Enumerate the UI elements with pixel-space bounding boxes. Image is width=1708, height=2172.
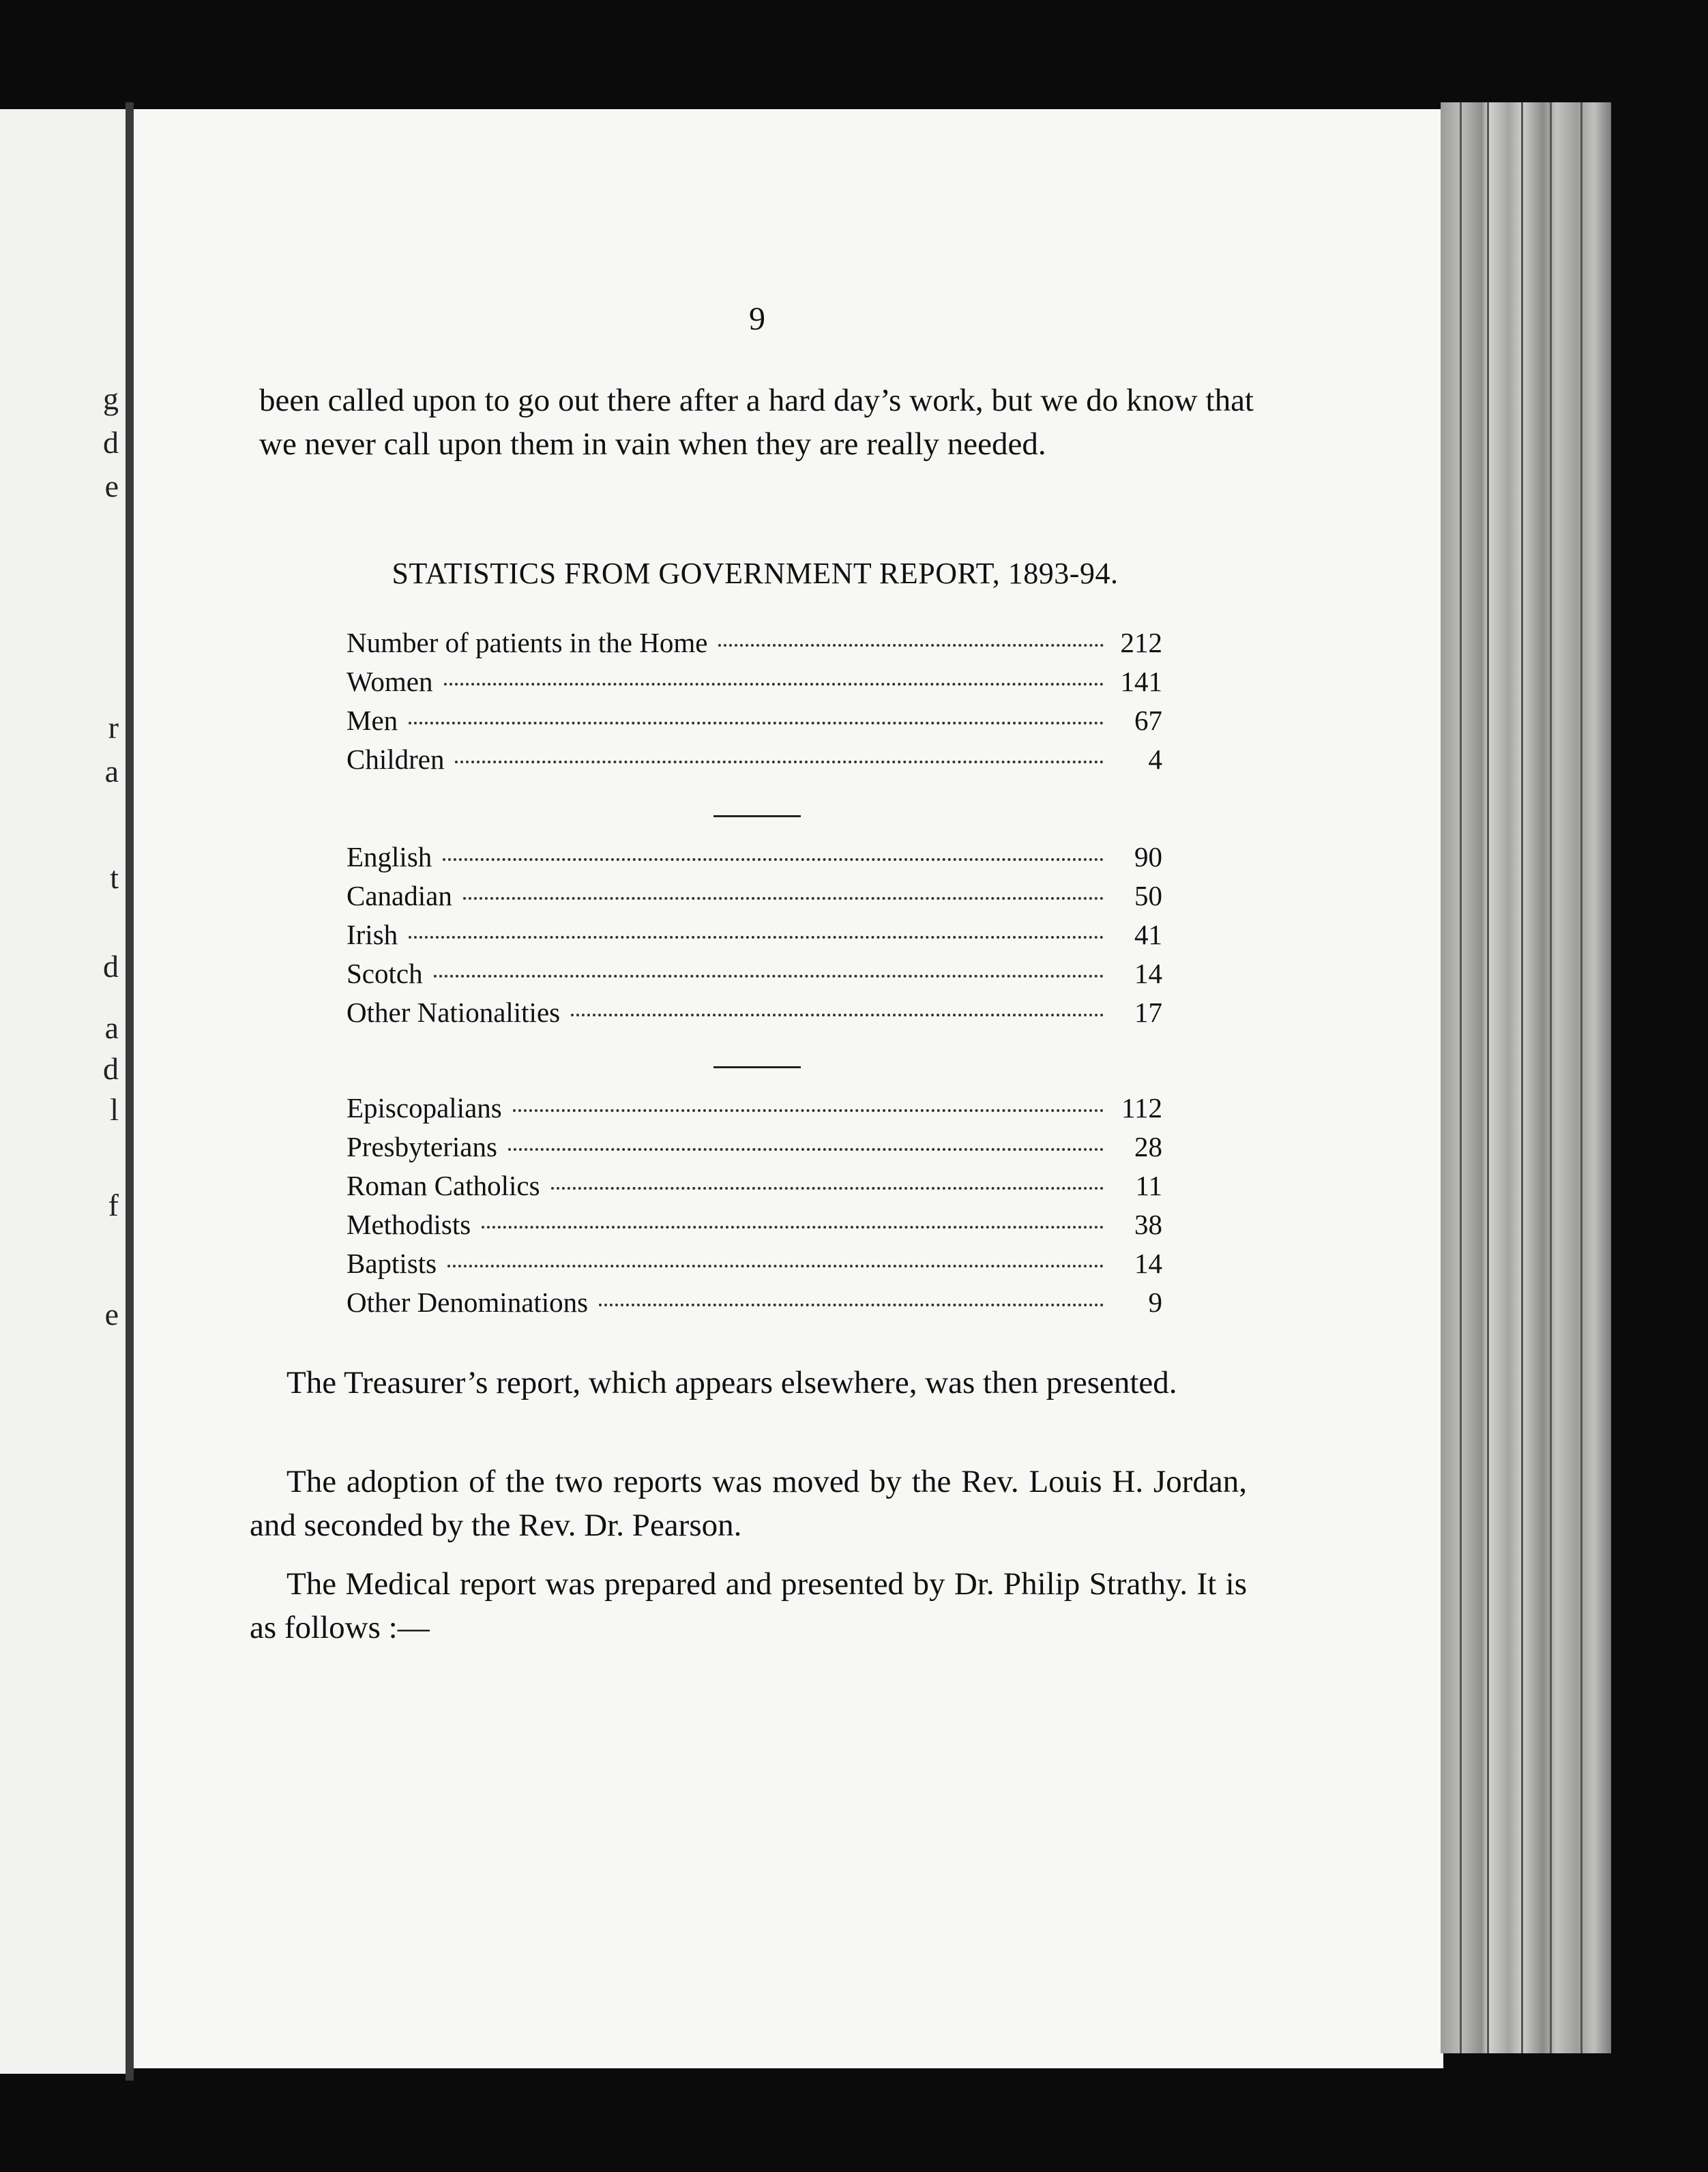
facing-page-fragment: a (104, 754, 119, 789)
table-row (347, 1286, 1162, 1325)
row-label: English (347, 841, 432, 872)
opening-paragraph (259, 379, 1254, 466)
row-label: Scotch (347, 958, 423, 989)
paragraph-text: The Treasurer’s report, which appears elsewhere, was then presented. (286, 1365, 1177, 1400)
facing-page (0, 109, 128, 2074)
facing-page-fragment: g (103, 381, 119, 416)
row-value: 41 (1134, 919, 1162, 950)
statistics-title: STATISTICS FROM GOVERNMENT REPORT, 1893-94. (392, 557, 1119, 590)
table-row (347, 743, 1162, 782)
row-value: 141 (1120, 666, 1162, 697)
row-label: Children (347, 744, 445, 775)
table-row (347, 1208, 1162, 1247)
table-row (347, 1130, 1162, 1169)
treasurer-paragraph (250, 1361, 1247, 1405)
row-value: 67 (1134, 705, 1162, 736)
medical-paragraph (250, 1562, 1247, 1649)
book-gutter (126, 102, 134, 2081)
nationalities-table (347, 840, 1162, 1035)
row-value: 38 (1134, 1209, 1162, 1240)
section-divider (713, 815, 801, 817)
table-row (347, 840, 1162, 879)
row-label: Irish (347, 919, 398, 950)
row-value: 90 (1134, 841, 1162, 872)
table-row (347, 704, 1162, 743)
page-number: 9 (749, 301, 765, 337)
facing-page-fragment: t (110, 860, 119, 895)
table-row (347, 1169, 1162, 1208)
row-label: Presbyterians (347, 1131, 497, 1162)
row-value: 17 (1134, 997, 1162, 1028)
facing-page-fragment: e (104, 469, 119, 503)
row-value: 11 (1135, 1170, 1162, 1201)
row-label: Other Nationalities (347, 997, 561, 1028)
patients-table (347, 626, 1162, 782)
facing-page-fragment: d (103, 1051, 119, 1086)
facing-page-fragment: d (103, 425, 119, 460)
facing-page-fragment: d (103, 949, 119, 984)
table-row (347, 996, 1162, 1035)
paragraph-text: The Medical report was prepared and presented by Dr. Philip Strathy. It is as follows :— (250, 1566, 1247, 1645)
adoption-paragraph (250, 1460, 1247, 1547)
section-divider (713, 1066, 801, 1068)
row-label: Baptists (347, 1248, 437, 1279)
row-label: Methodists (347, 1209, 471, 1240)
table-row (347, 665, 1162, 704)
table-row (347, 957, 1162, 996)
facing-page-fragment: f (108, 1188, 119, 1222)
row-label: Other Denominations (347, 1287, 589, 1318)
row-value: 112 (1121, 1092, 1162, 1124)
facing-page-fragment: a (104, 1010, 119, 1045)
row-label: Number of patients in the Home (347, 627, 708, 658)
row-label: Women (347, 666, 433, 697)
paragraph-text: The adoption of the two reports was moved by the Rev. Louis H. Jordan, and seconded by the Rev. Dr. Pearson. (250, 1464, 1247, 1543)
page-edges (1441, 102, 1611, 2053)
row-value: 14 (1134, 1248, 1162, 1279)
row-label: Roman Catholics (347, 1170, 540, 1201)
denominations-table (347, 1091, 1162, 1325)
row-label: Canadian (347, 880, 452, 911)
table-row (347, 879, 1162, 918)
facing-page-fragment: l (110, 1092, 119, 1127)
row-value: 28 (1134, 1131, 1162, 1162)
row-label: Men (347, 705, 398, 736)
opening-paragraph-text: been called upon to go out there after a hard day’s work, but we do know that we never call upon them in vain when they are really needed. (259, 383, 1254, 462)
row-label: Episcopalians (347, 1092, 502, 1124)
facing-page-fragment: e (104, 1297, 119, 1332)
table-row (347, 1091, 1162, 1130)
row-value: 14 (1134, 958, 1162, 989)
row-value: 50 (1134, 880, 1162, 911)
row-value: 9 (1148, 1287, 1162, 1318)
table-row (347, 626, 1162, 665)
row-value: 4 (1148, 744, 1162, 775)
row-value: 212 (1120, 627, 1162, 658)
table-row (347, 1247, 1162, 1286)
facing-page-fragment: r (108, 710, 119, 745)
table-row (347, 918, 1162, 957)
